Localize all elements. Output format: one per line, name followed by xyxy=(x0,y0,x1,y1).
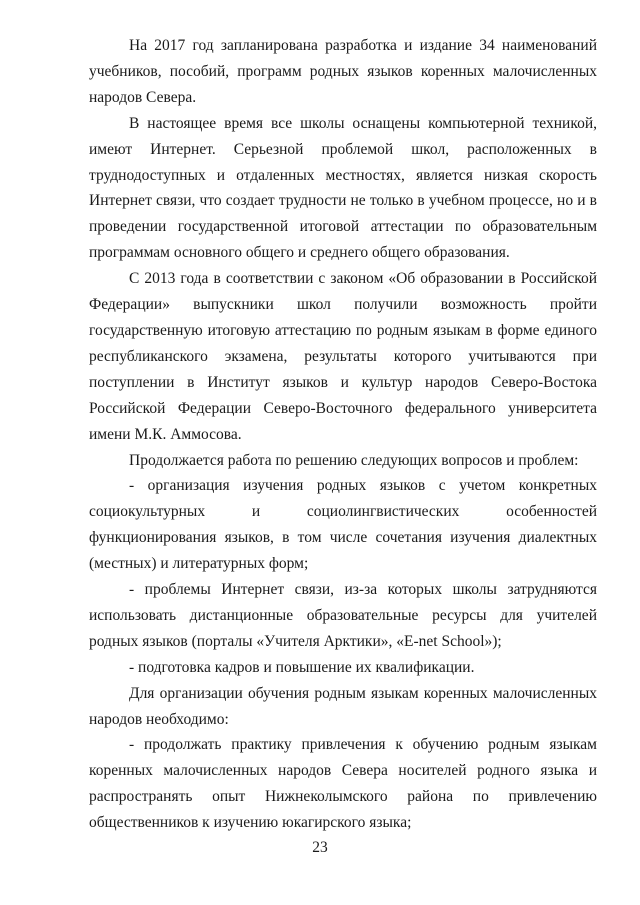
paragraph-2013-law: С 2013 года в соответствии с законом «Об образовании в Российской Федерации» выпускники школ получили возможность пройти государственную итоговую аттестацию по родным языкам в форме единого республиканского экзамена, результаты которого учитываются при поступлении в Институт языков и культур народов Северо-Востока Российской Федерации Северо-Восточного федерального университета имени М.К. Аммосова. xyxy=(89,270,597,443)
paragraph-internet-schools: В настоящее время все школы оснащены компьютерной техникой, имеют Интернет. Серьезной проблемой школ, расположенных в труднодоступных и отдаленных местностях, является низкая скорость Интернет связи, что создает трудности не только в учебном процессе, но и в проведении государственной итоговой аттестации по образовательным программам основного общего и среднего общего образования. xyxy=(89,114,597,262)
list-item-staff-training: - подготовка кадров и повышение их квалификации. xyxy=(129,658,475,676)
paragraph-ongoing-work: Продолжается работа по решению следующих вопросов и проблем: xyxy=(129,451,579,469)
paragraph-necessary: Для организации обучения родным языкам коренных малочисленных народов необходимо: xyxy=(89,684,597,728)
document-body xyxy=(89,33,597,836)
list-item-internet-problems: - проблемы Интернет связи, из-за которых школы затрудняются использовать дистанционные образовательные ресурсы для учителей родных языков (порталы «Учителя Арктики», «E-net School»); xyxy=(89,581,597,650)
list-item-organization: - организация изучения родных языков с учетом конкретных социокультурных и социолингвистических особенностей функционирования языков, в том числе сочетания изучения диалектных (местных) и литературных форм; xyxy=(89,477,597,573)
paragraph-2017-plan: На 2017 год запланирована разработка и издание 34 наименований учебников, пособий, программ родных языков коренных малочисленных народов Севера. xyxy=(89,37,597,106)
page-number: 23 xyxy=(312,839,328,856)
list-item-continue-practice: - продолжать практику привлечения к обучению родным языкам коренных малочисленных народов Севера носителей родного языка и распространять опыт Нижнеколымского района по привлечению общественников к изучению юкагирского языка; xyxy=(89,736,597,832)
